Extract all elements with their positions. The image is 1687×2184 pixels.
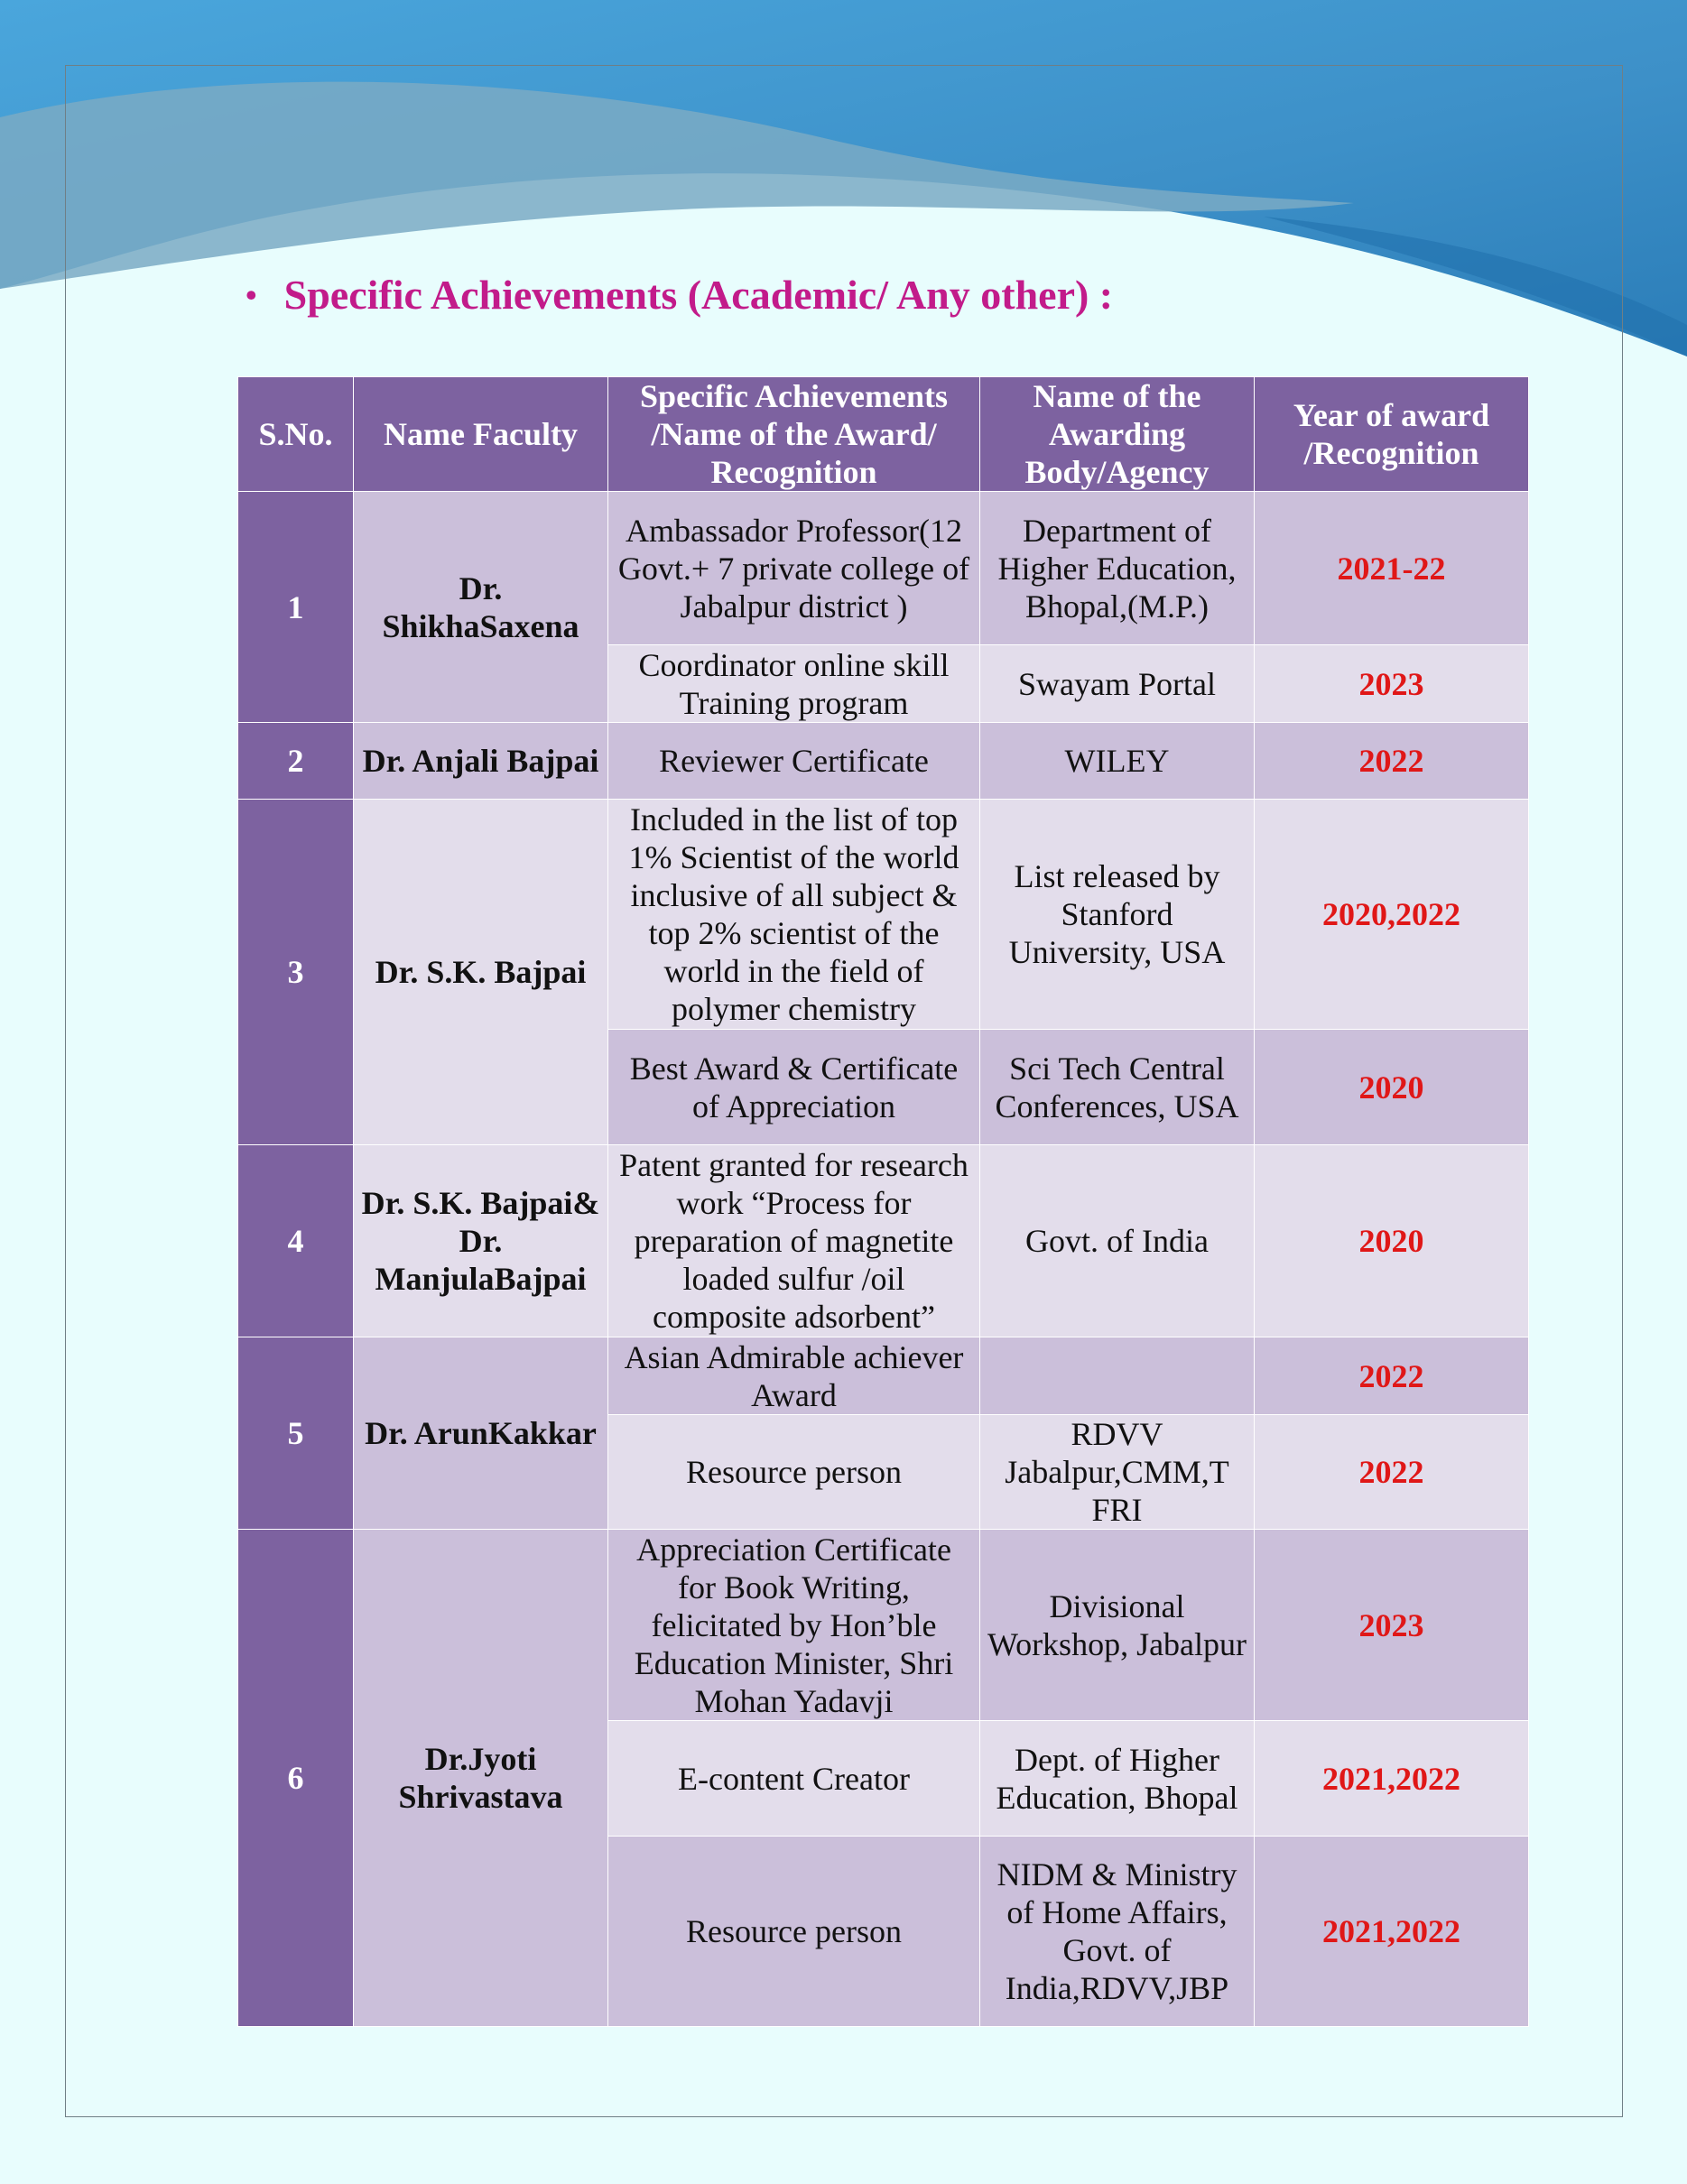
year-cell: 2023 — [1255, 645, 1529, 723]
achievements-table — [237, 376, 1529, 2027]
sno-cell: 1 — [238, 492, 354, 723]
header-sno: S.No. — [238, 377, 354, 492]
header-achievement: Specific Achievements /Name of the Award/ Recognition — [608, 377, 980, 492]
year-cell: 2022 — [1255, 1337, 1529, 1415]
faculty-name-cell: Dr. Anjali Bajpai — [354, 723, 608, 800]
year-cell: 2022 — [1255, 723, 1529, 800]
header-agency: Name of the Awarding Body/Agency — [980, 377, 1255, 492]
year-cell: 2023 — [1255, 1530, 1529, 1721]
achievement-cell: Appreciation Certificate for Book Writing, felicitated by Hon’ble Education Minister, Shri Mohan Yadavji — [608, 1530, 980, 1721]
year-cell: 2022 — [1255, 1415, 1529, 1530]
year-cell: 2021-22 — [1255, 492, 1529, 645]
achievement-cell: Resource person — [608, 1837, 980, 2027]
header-year: Year of award /Recognition — [1255, 377, 1529, 492]
sno-cell: 2 — [238, 723, 354, 800]
bullet-icon: • — [246, 276, 257, 313]
sno-cell: 5 — [238, 1337, 354, 1530]
sno-cell: 3 — [238, 800, 354, 1145]
table-header-row — [238, 377, 1529, 492]
year-cell: 2021,2022 — [1255, 1721, 1529, 1837]
table-row — [238, 1530, 1529, 1721]
faculty-name-cell: Dr. S.K. Bajpai& Dr. ManjulaBajpai — [354, 1145, 608, 1337]
faculty-name-cell: Dr.Jyoti Shrivastava — [354, 1530, 608, 2027]
faculty-name-cell: Dr. ShikhaSaxena — [354, 492, 608, 723]
faculty-name-cell: Dr. S.K. Bajpai — [354, 800, 608, 1145]
table-row — [238, 492, 1529, 645]
agency-cell: Divisional Workshop, Jabalpur — [980, 1530, 1255, 1721]
achievement-cell: Coordinator online skill Training program — [608, 645, 980, 723]
section-heading — [246, 271, 1113, 319]
agency-cell: Dept. of Higher Education, Bhopal — [980, 1721, 1255, 1837]
table-row — [238, 1337, 1529, 1415]
achievement-cell: E-content Creator — [608, 1721, 980, 1837]
year-cell: 2021,2022 — [1255, 1837, 1529, 2027]
header-name-faculty: Name Faculty — [354, 377, 608, 492]
faculty-name-cell: Dr. ArunKakkar — [354, 1337, 608, 1530]
sno-cell: 4 — [238, 1145, 354, 1337]
agency-cell: Govt. of India — [980, 1145, 1255, 1337]
achievement-cell: Patent granted for research work “Process for preparation of magnetite loaded sulfur /oil composite adsorbent” — [608, 1145, 980, 1337]
sno-cell: 6 — [238, 1530, 354, 2027]
table-row — [238, 723, 1529, 800]
agency-cell: Department of Higher Education, Bhopal,(M.P.) — [980, 492, 1255, 645]
achievement-cell: Reviewer Certificate — [608, 723, 980, 800]
agency-cell: WILEY — [980, 723, 1255, 800]
achievement-cell: Ambassador Professor(12 Govt.+ 7 private college of Jabalpur district ) — [608, 492, 980, 645]
achievement-cell: Included in the list of top 1% Scientist of the world inclusive of all subject & top 2% scientist of the world in the field of polymer chemistry — [608, 800, 980, 1030]
agency-cell: RDVV Jabalpur,CMM,T FRI — [980, 1415, 1255, 1530]
table-row — [238, 1145, 1529, 1337]
year-cell: 2020,2022 — [1255, 800, 1529, 1030]
achievement-cell: Asian Admirable achiever Award — [608, 1337, 980, 1415]
achievement-cell: Best Award & Certificate of Appreciation — [608, 1030, 980, 1145]
achievement-cell: Resource person — [608, 1415, 980, 1530]
agency-cell: Sci Tech Central Conferences, USA — [980, 1030, 1255, 1145]
agency-cell: Swayam Portal — [980, 645, 1255, 723]
year-cell: 2020 — [1255, 1030, 1529, 1145]
year-cell: 2020 — [1255, 1145, 1529, 1337]
agency-cell: List released by Stanford University, USA — [980, 800, 1255, 1030]
agency-cell: NIDM & Ministry of Home Affairs, Govt. of India,RDVV,JBP — [980, 1837, 1255, 2027]
table-row — [238, 800, 1529, 1030]
section-heading-text: Specific Achievements (Academic/ Any other) : — [283, 272, 1114, 318]
agency-cell — [980, 1337, 1255, 1415]
